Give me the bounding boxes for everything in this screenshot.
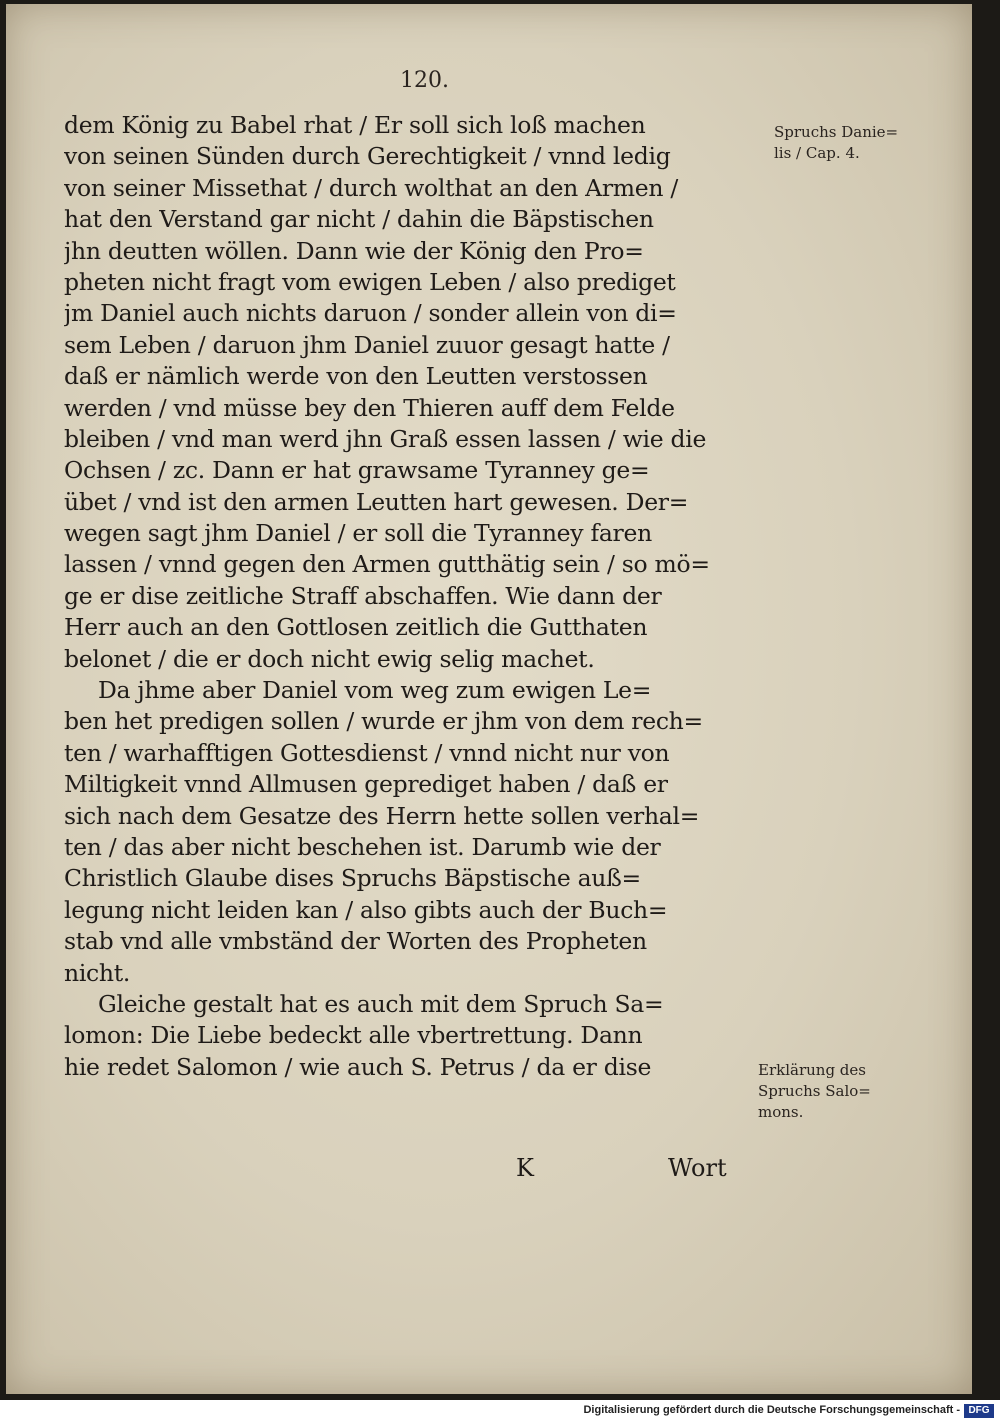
- text-line: lomon: Die Liebe bedeckt alle vbertrettung. Dann: [64, 1021, 643, 1050]
- text-line: ten / das aber nicht beschehen ist. Darumb wie der: [64, 832, 661, 861]
- text-line: daß er nämlich werde von den Leutten verstossen: [64, 362, 648, 391]
- margin-note-spruchs-danielis: [774, 122, 898, 164]
- text-line: werden / vnd müsse bey den Thieren auff dem Felde: [64, 393, 675, 422]
- margin-note-line: Spruchs Salo=: [758, 1082, 871, 1100]
- text-line: nicht.: [64, 958, 131, 987]
- margin-note-line: lis / Cap. 4.: [774, 144, 860, 162]
- footer-bar: [0, 1400, 1000, 1423]
- text-line: belonet / die er doch nicht ewig selig machet.: [64, 644, 595, 673]
- text-line: ten / warhafftigen Gottesdienst / vnnd nicht nur von: [64, 738, 670, 767]
- page-number: 120.: [400, 68, 449, 93]
- paragraph-start-line: Gleiche gestalt hat es auch mit dem Spruch Sa=: [98, 989, 664, 1018]
- text-line: von seiner Missethat / durch wolthat an den Armen /: [64, 173, 679, 202]
- text-line: legung nicht leiden kan / also gibts auch der Buch=: [64, 895, 668, 924]
- margin-note-line: Spruchs Danie=: [774, 123, 899, 141]
- signature-mark: K: [516, 1154, 534, 1182]
- text-line: hie redet Salomon / wie auch S. Petrus / da er dise: [64, 1052, 652, 1081]
- text-line: lassen / vnnd gegen den Armen gutthätig sein / so mö=: [64, 550, 710, 579]
- text-line: sem Leben / daruon jhm Daniel zuuor gesagt hatte /: [64, 330, 670, 359]
- text-line: hat den Verstand gar nicht / dahin die Bäpstischen: [64, 205, 654, 234]
- margin-note-line: mons.: [758, 1103, 804, 1121]
- catchword: Wort: [668, 1154, 727, 1182]
- text-line: ge er dise zeitliche Straff abschaffen. Wie dann der: [64, 581, 662, 610]
- text-line: von seinen Sünden durch Gerechtigkeit / vnnd ledig: [64, 142, 671, 171]
- text-line: stab vnd alle vmbständ der Worten des Propheten: [64, 927, 647, 956]
- text-line: Miltigkeit vnnd Allmusen geprediget haben / daß er: [64, 770, 668, 799]
- text-line: jm Daniel auch nichts daruon / sonder allein von di=: [64, 299, 677, 328]
- text-line: Ochsen / zc. Dann er hat grawsame Tyranney ge=: [64, 456, 650, 485]
- text-line: wegen sagt jhm Daniel / er soll die Tyranney faren: [64, 519, 652, 548]
- text-line: übet / vnd ist den armen Leutten hart gewesen. Der=: [64, 487, 689, 516]
- text-line: pheten nicht fragt vom ewigen Leben / also prediget: [64, 267, 676, 296]
- main-text: [64, 110, 764, 1083]
- text-line: bleiben / vnd man werd jhn Graß essen lassen / wie die: [64, 424, 707, 453]
- paragraph-start-line: Da jhme aber Daniel vom weg zum ewigen Le=: [98, 676, 652, 705]
- text-line: Herr auch an den Gottlosen zeitlich die Gutthaten: [64, 613, 648, 642]
- text-line: Christlich Glaube dises Spruchs Bäpstische auß=: [64, 864, 641, 893]
- margin-note-erklaerung: [758, 1060, 871, 1123]
- margin-note-line: Erklärung des: [758, 1061, 866, 1079]
- footer-credit: Digitalisierung gefördert durch die Deutsche Forschungsgemeinschaft -: [583, 1404, 960, 1416]
- text-line: sich nach dem Gesatze des Herrn hette sollen verhal=: [64, 801, 700, 830]
- text-line: ben het predigen sollen / wurde er jhm von dem rech=: [64, 707, 703, 736]
- book-page: [6, 4, 972, 1394]
- text-line: dem König zu Babel rhat / Er soll sich loß machen: [64, 111, 646, 139]
- text-line: jhn deutten wöllen. Dann wie der König den Pro=: [64, 236, 644, 265]
- dfg-logo: DFG: [964, 1404, 994, 1418]
